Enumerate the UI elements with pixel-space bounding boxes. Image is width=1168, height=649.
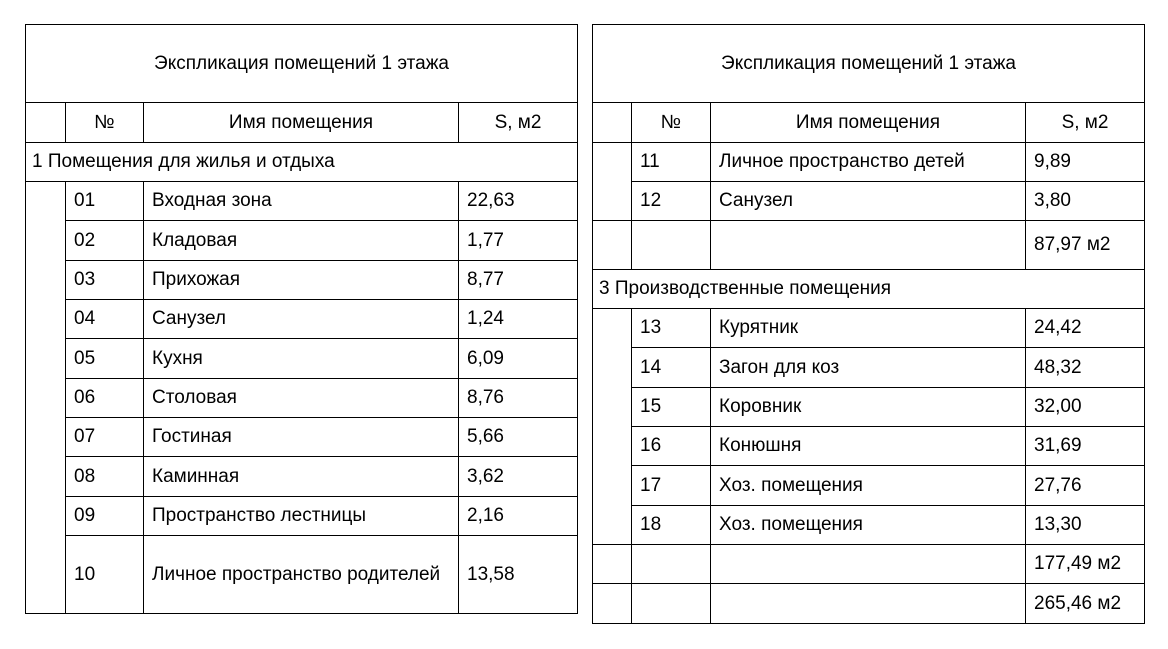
room-name: Санузел: [144, 300, 459, 339]
room-number: 03: [66, 261, 144, 300]
room-name: Пространство лестницы: [144, 497, 459, 536]
room-area: 31,69: [1026, 427, 1145, 466]
blank-cell: [632, 584, 711, 624]
room-name: Прихожая: [144, 261, 459, 300]
room-number: 09: [66, 497, 144, 536]
room-number: 18: [632, 506, 711, 545]
header-blank-cell: [26, 103, 66, 143]
room-name: Входная зона: [144, 182, 459, 221]
room-area: 3,62: [459, 457, 578, 497]
room-number: 01: [66, 182, 144, 221]
room-name: Кухня: [144, 339, 459, 379]
table-title: Экспликация помещений 1 этажа: [26, 25, 578, 103]
header-area: S, м2: [459, 103, 578, 143]
room-name: Санузел: [711, 182, 1026, 221]
room-area: 2,16: [459, 497, 578, 536]
table-row: [26, 418, 578, 457]
room-area: 22,63: [459, 182, 578, 221]
total-row: [593, 584, 1145, 624]
room-name: Коровник: [711, 388, 1026, 427]
section-heading: 1 Помещения для жилья и отдыха: [26, 143, 578, 182]
room-name: Конюшня: [711, 427, 1026, 466]
table-row: [26, 261, 578, 300]
room-name: Столовая: [144, 379, 459, 418]
subtotal-row: [593, 545, 1145, 584]
table-row: [593, 348, 1145, 388]
room-area: 13,58: [459, 536, 578, 614]
table-row: [593, 427, 1145, 466]
header-number: №: [66, 103, 144, 143]
room-area: 48,32: [1026, 348, 1145, 388]
room-name: Загон для коз: [711, 348, 1026, 388]
table-row: [26, 379, 578, 418]
room-area: 32,00: [1026, 388, 1145, 427]
room-number: 04: [66, 300, 144, 339]
subtotal-row: [593, 221, 1145, 270]
room-area: 6,09: [459, 339, 578, 379]
room-name: Гостиная: [144, 418, 459, 457]
room-area: 8,77: [459, 261, 578, 300]
blank-cell: [593, 545, 632, 584]
room-name: Личное пространство родителей: [144, 536, 459, 614]
table-row: [593, 309, 1145, 348]
room-number: 14: [632, 348, 711, 388]
room-name: Кладовая: [144, 221, 459, 261]
table-title: Экспликация помещений 1 этажа: [593, 25, 1145, 103]
room-number: 11: [632, 143, 711, 182]
room-number: 07: [66, 418, 144, 457]
subtotal-area: 87,97 м2: [1026, 221, 1145, 270]
subtotal-area: 177,49 м2: [1026, 545, 1145, 584]
room-number: 12: [632, 182, 711, 221]
room-area: 27,76: [1026, 466, 1145, 506]
table-row: [26, 339, 578, 379]
blank-cell: [711, 221, 1026, 270]
blank-cell: [593, 221, 632, 270]
header-blank-cell: [593, 103, 632, 143]
table-row: [26, 536, 578, 614]
header-area: S, м2: [1026, 103, 1145, 143]
room-area: 8,76: [459, 379, 578, 418]
room-area: 24,42: [1026, 309, 1145, 348]
indent-cell: [593, 309, 632, 545]
blank-cell: [711, 584, 1026, 624]
table-row: [26, 182, 578, 221]
room-number: 15: [632, 388, 711, 427]
room-name: Каминная: [144, 457, 459, 497]
room-number: 17: [632, 466, 711, 506]
room-area: 3,80: [1026, 182, 1145, 221]
indent-cell: [26, 182, 66, 614]
room-number: 10: [66, 536, 144, 614]
table-row: [593, 506, 1145, 545]
section-heading: 3 Производственные помещения: [593, 270, 1145, 309]
room-explication-table-right: [592, 24, 1145, 624]
table-row: [593, 388, 1145, 427]
total-area: 265,46 м2: [1026, 584, 1145, 624]
table-row: [26, 497, 578, 536]
room-number: 06: [66, 379, 144, 418]
room-name: Хоз. помещения: [711, 506, 1026, 545]
table-row: [26, 221, 578, 261]
table-row: [26, 300, 578, 339]
table-row: [593, 182, 1145, 221]
room-name: Хоз. помещения: [711, 466, 1026, 506]
room-number: 08: [66, 457, 144, 497]
room-name: Курятник: [711, 309, 1026, 348]
room-area: 1,24: [459, 300, 578, 339]
room-number: 16: [632, 427, 711, 466]
room-explication-table-left: [25, 24, 578, 614]
indent-cell: [593, 143, 632, 221]
header-number: №: [632, 103, 711, 143]
table-row: [593, 466, 1145, 506]
header-room-name: Имя помещения: [144, 103, 459, 143]
room-area: 1,77: [459, 221, 578, 261]
table-row: [26, 457, 578, 497]
room-name: Личное пространство детей: [711, 143, 1026, 182]
room-number: 02: [66, 221, 144, 261]
blank-cell: [632, 221, 711, 270]
room-number: 13: [632, 309, 711, 348]
room-number: 05: [66, 339, 144, 379]
blank-cell: [593, 584, 632, 624]
blank-cell: [632, 545, 711, 584]
header-room-name: Имя помещения: [711, 103, 1026, 143]
room-area: 9,89: [1026, 143, 1145, 182]
room-area: 13,30: [1026, 506, 1145, 545]
table-row: [593, 143, 1145, 182]
room-area: 5,66: [459, 418, 578, 457]
blank-cell: [711, 545, 1026, 584]
